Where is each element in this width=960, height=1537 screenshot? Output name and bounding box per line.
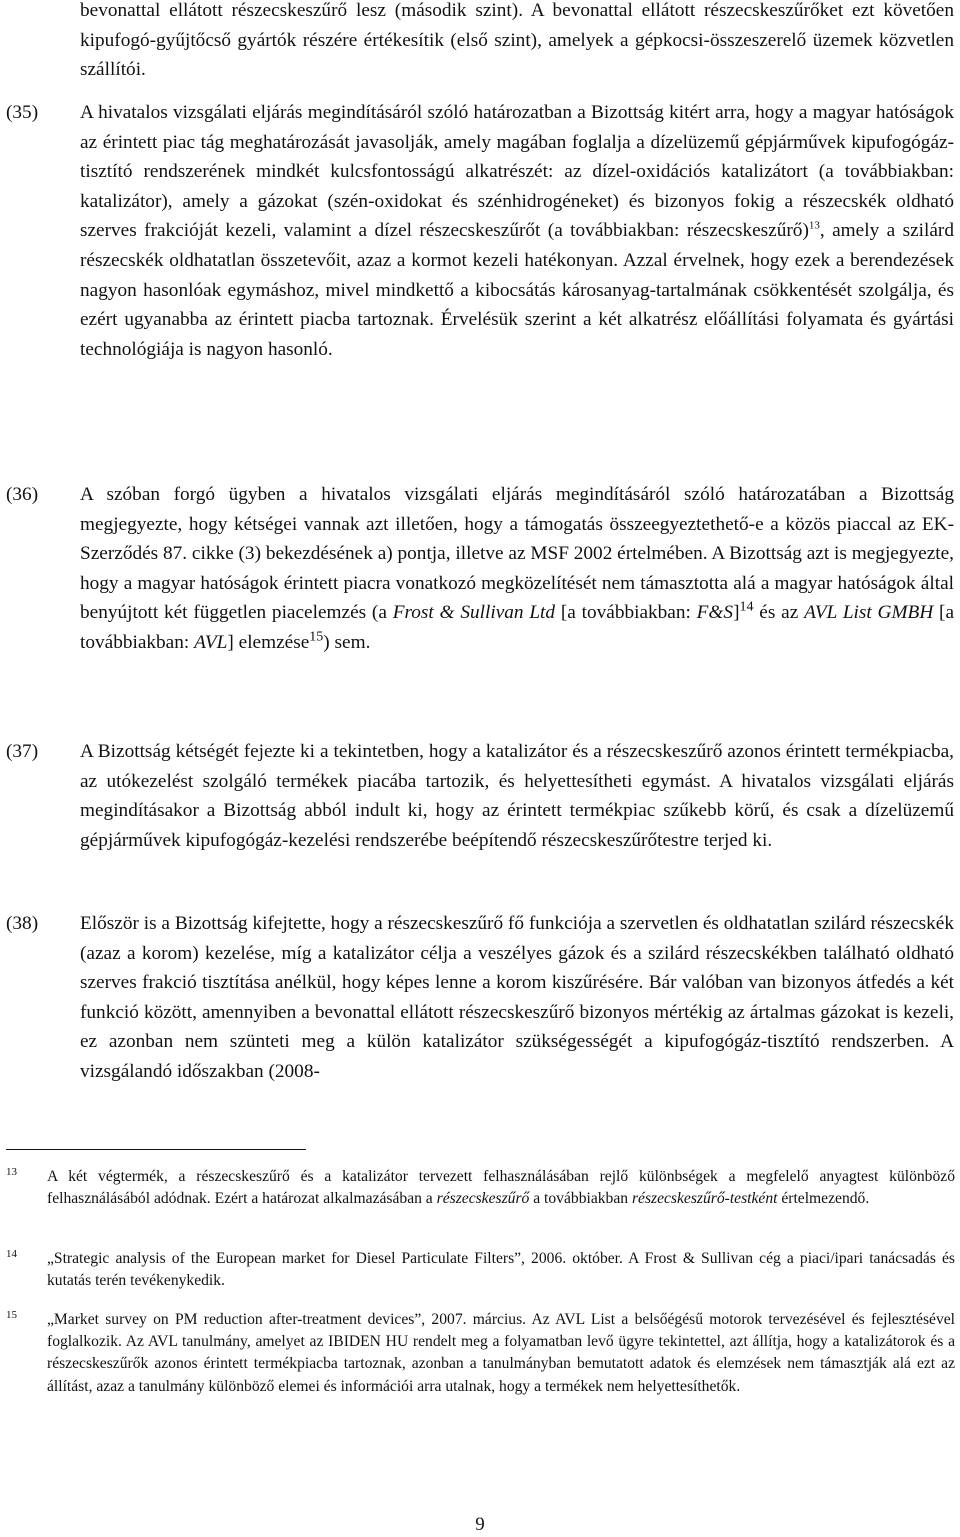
paragraph-number: (35) [6, 102, 39, 123]
footnote-number: 15 [6, 1309, 17, 1321]
paragraph-text: [a továbbiakban: [555, 602, 697, 624]
italic-term: részecskeszűrő [436, 1190, 530, 1208]
footnote-text [47, 1166, 955, 1210]
paragraph-text: A szóban forgó ügyben a hivatalos vizsgálati eljárás megindításáról szóló határozatában a Bizottság megjegyezte, hogy kétségei vannak azt illetően, hogy a támogatás összeegyeztethető-e a közös piaccal az EK-Szerződés 87. cikke (3) bekezdésének a) pontja, illetve az MSF 2002 értelmében. A Bizottság azt is megjegyezte, hogy a magyar hatóságok érintett piacra vonatkozó megközelítését nem támasztotta alá a magyar hatóságok által benyújtott két független piacelemzés (a [80, 484, 954, 624]
footnote-text: „Market survey on PM reduction after-treatment devices”, 2007. március. Az AVL List a belsőégésű motorok tervezésével és fejlesztésével foglalkozik. Az AVL tanulmány, amelyet az IBIDEN HU rendelt meg a folyamatban levő ügyre tekintettel, azt állítja, hogy a katalizátorok és a részecskeszűrők azonos érintett termékpiacba tartoznak, azonban a tanulmányban bemutatott adatok és elemzések nem támasztják alá ezt az állítást, azaz a tanulmány különböző elemei és információi arra utalnak, hogy a termékek nem helyettesíthetők. [47, 1311, 955, 1395]
footnote-separator [6, 1149, 306, 1150]
paragraph-text: ] elemzése [227, 631, 310, 653]
paragraph-number: (37) [6, 741, 39, 762]
italic-term: részecskeszűrő-testként [631, 1190, 778, 1208]
italic-abbreviation: F&S [696, 602, 734, 624]
paragraph-text: ) sem. [323, 631, 371, 653]
footnote-text: „Strategic analysis of the European market for Diesel Particulate Filters”, 2006. október. A Frost & Sullivan cég a piaci/ipari tanácsadás és kutatás terén tevékenykedik. [47, 1250, 955, 1290]
paragraph-body: A Bizottság kétségét fejezte ki a tekintetben, hogy a katalizátor és a részecskeszűrő azonos érintett termékpiacba, az utókezelést szolgáló termékek piacába tartozik, és helyettesítheti egymást. A hivatalos vizsgálati eljárás megindításakor a Bizottság abból indult ki, hogy az érintett termékpiac szűkebb körű, és csak a dízelüzemű gépjárművek kipufogógáz-kezelési rendszerébe beépítendő részecskeszűrőtestre terjed ki. [80, 741, 954, 851]
italic-source-name: AVL List GMBH [804, 602, 934, 624]
paragraph-text: , amely a szilárd részecskék oldhatatlan összetevőit, azaz a kormot kezeli hatékonyan. Azzal érvelnek, hogy ezek a berendezések nagyon hasonlóak egymáshoz, mivel mindkettő a kibocsátás károsanyag-tartalmának csökkentését szolgálja, és ezért ugyanabba az érintett piacba tartoznak. Érvelésük szerint a két alkatrész előállítási folyamata és gyártási technológiája is nagyon hasonló. [80, 220, 954, 360]
paragraph-text: [a továbbiakban: [80, 602, 955, 653]
intro-paragraph: bevonattal ellátott részecskeszűrő lesz (második szint). A bevonattal ellátott részecskeszűrőket ezt követően kipufogó-gyűjtőcső gyártók részére értékesítik (első szint), amelyek a gépkocsi-összeszerelő üzemek közvetlen szállítói. [80, 0, 954, 80]
paragraph-number: (38) [6, 913, 39, 934]
footnote-ref-15: 15 [309, 629, 324, 645]
footnote-text-part: A két végtermék, a részecskeszűrő és a katalizátor tervezett felhasználásában rejlő különbségek a megfelelő anyagtest különböző felhasználásából adódnak. Ezért a határozat alkalmazásában a [47, 1168, 955, 1208]
footnote-ref-14: 14 [739, 599, 754, 615]
footnote-text-part: a továbbiakban [529, 1190, 632, 1208]
paragraph-body [80, 98, 954, 364]
paragraph-number: (36) [6, 484, 39, 505]
page-number: 9 [475, 1514, 485, 1535]
paragraph-text: A hivatalos vizsgálati eljárás megindításáról szóló határozatban a Bizottság kitért arra, hogy a magyar hatóságok az érintett piac tág meghatározását javasolják, amely magában foglalja a dízelüzemű gépjárművek kipufogógáz-tisztító rendszerének mindkét kulcsfontosságú alkatrészét: az dízel-oxidációs katalizátort (a továbbiakban: katalizátor), amely a gázokat (szén-oxidokat és szénhidrogéneket) és bizonyos fokig a részecskék oldható szerves frakcióját kezeli, valamint a dízel részecskeszűrőt (a továbbiakban: részecskeszűrő) [80, 102, 954, 242]
italic-source-name: Frost & Sullivan Ltd [392, 602, 556, 624]
paragraph-body [80, 480, 954, 658]
paragraph-body: Először is a Bizottság kifejtette, hogy a részecskeszűrő fő funkciója a szervetlen és oldhatatlan szilárd részecskék (azaz a korom) kezelése, míg a katalizátor célja a veszélyes gázok és a szilárd részecskékben található oldható szerves frakció tisztítása anélkül, hogy képes lenne a korom kiszűrésére. Bár valóban van bizonyos átfedés a két funkció között, amennyiben a bevonattal ellátott részecskeszűrő bizonyos mértékig az ártalmas gázokat is kezeli, ez azonban nem szünteti meg a külön katalizátor szükségességét a kipufogógáz-tisztító rendszerben. A vizsgálandó időszakban (2008- [80, 913, 954, 1082]
footnote-number: 13 [6, 1166, 17, 1178]
paragraph-text: ] [733, 602, 740, 624]
footnote-number: 14 [6, 1248, 17, 1260]
paragraph-text: és az [753, 602, 805, 624]
italic-abbreviation: AVL [194, 631, 228, 653]
footnote-ref-13: 13 [808, 219, 820, 232]
footnote-text-part: értelmezendő. [777, 1190, 870, 1208]
